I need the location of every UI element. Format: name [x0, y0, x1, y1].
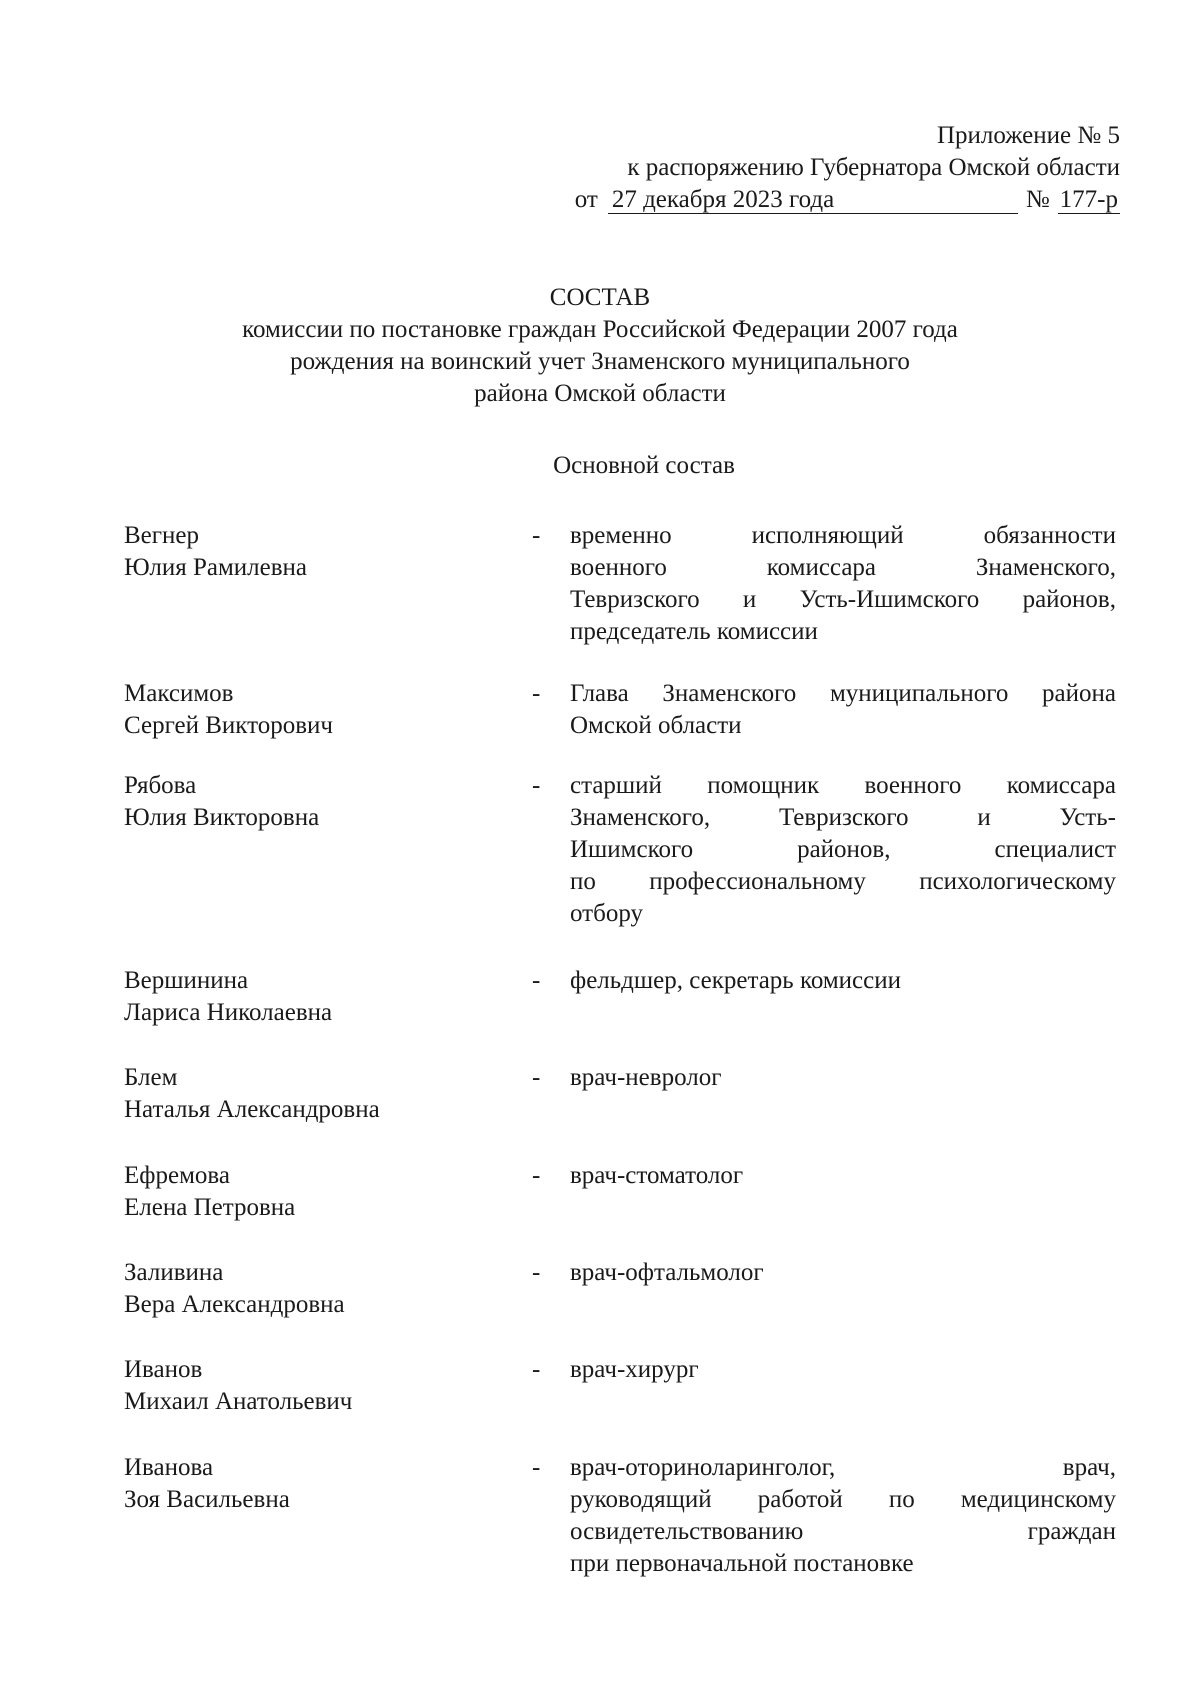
- role-line: [570, 802, 1116, 834]
- role-word: освидетельствованию: [570, 1518, 804, 1545]
- role-word: первоначальной: [615, 1550, 788, 1577]
- role-word: военного: [570, 554, 667, 581]
- role-word: руководящий: [570, 1486, 712, 1513]
- role-word: комиссара: [766, 554, 877, 581]
- member-given-names: Вера Александровна: [124, 1291, 345, 1318]
- member-surname: Вершинина: [124, 967, 249, 994]
- member-dash: -: [532, 680, 541, 707]
- role-line: [570, 520, 1116, 552]
- role-line: [570, 616, 1116, 648]
- role-word: района: [1042, 680, 1116, 707]
- role-line: [570, 1354, 1116, 1386]
- member-role: [570, 770, 1116, 930]
- role-line: [570, 834, 1116, 866]
- member-role: [570, 1452, 1116, 1580]
- role-line: [570, 1484, 1116, 1516]
- role-word: Ишимского: [570, 836, 694, 863]
- role-word: врач-стоматолог: [570, 1162, 744, 1189]
- member-dash: -: [532, 1259, 541, 1286]
- role-line: [570, 552, 1116, 584]
- member-given-names: Юлия Рамилевна: [124, 554, 308, 581]
- role-line: [570, 866, 1116, 898]
- role-word: Знаменского: [662, 680, 797, 707]
- role-word: комиссара: [1006, 772, 1116, 799]
- role-word: Усть-: [1059, 804, 1116, 831]
- date-field: [608, 187, 1018, 214]
- member-surname: Ефремова: [124, 1162, 230, 1189]
- role-word: граждан: [1027, 1518, 1116, 1545]
- role-word: Тевризского: [570, 586, 700, 613]
- role-word: помощник: [707, 772, 820, 799]
- date-prefix: от: [574, 186, 598, 213]
- member-name: [124, 1452, 504, 1516]
- role-word: Знаменского,: [975, 554, 1116, 581]
- role-line: [570, 1062, 1116, 1094]
- member-given-names: Зоя Васильевна: [124, 1486, 290, 1513]
- member-name: [124, 1160, 504, 1224]
- member-name: [124, 520, 504, 584]
- role-word: Усть-Ишимского: [799, 586, 980, 613]
- role-word: врач-хирург: [570, 1356, 699, 1383]
- role-word: по: [570, 868, 596, 895]
- role-word: председатель комиссии: [570, 618, 818, 645]
- appendix-date-line: [575, 184, 1120, 216]
- role-line: [570, 1548, 1116, 1580]
- role-word: военного: [864, 772, 962, 799]
- role-word: психологическому: [919, 868, 1116, 895]
- role-word: врач-офтальмолог: [570, 1259, 764, 1286]
- member-dash: -: [532, 522, 541, 549]
- member-dash: -: [532, 1162, 541, 1189]
- role-word: специалист: [994, 836, 1116, 863]
- member-name: [124, 1062, 504, 1126]
- member-dash: -: [532, 1454, 541, 1481]
- member-role: [570, 965, 1116, 997]
- section-heading: Основной состав: [553, 452, 735, 479]
- title-line-3: района Омской области: [474, 380, 726, 407]
- document-title: [0, 282, 1200, 410]
- role-word: обязанности: [983, 522, 1116, 549]
- member-dash: -: [532, 1356, 541, 1383]
- role-line: [570, 1516, 1116, 1548]
- role-line: [570, 1452, 1116, 1484]
- member-surname: Иванов: [124, 1356, 203, 1383]
- role-word: врач,: [1062, 1454, 1116, 1481]
- member-surname: Рябова: [124, 772, 197, 799]
- member-role: [570, 678, 1116, 742]
- role-line: [570, 898, 1116, 930]
- role-line: [570, 678, 1116, 710]
- title-main: СОСТАВ: [549, 284, 651, 311]
- member-given-names: Лариса Николаевна: [124, 999, 333, 1026]
- member-name: [124, 770, 504, 834]
- role-word: временно: [570, 522, 672, 549]
- member-surname: Максимов: [124, 680, 234, 707]
- title-line-2: рождения на воинский учет Знаменского муниципального: [290, 348, 910, 375]
- role-line: [570, 710, 1116, 742]
- role-word: районов,: [797, 836, 891, 863]
- member-role: [570, 1160, 1116, 1192]
- member-given-names: Михаил Анатольевич: [124, 1388, 353, 1415]
- member-role: [570, 1062, 1116, 1094]
- role-line: [570, 965, 1116, 997]
- member-role: [570, 520, 1116, 648]
- role-word: муниципального: [829, 680, 1009, 707]
- member-name: [124, 678, 504, 742]
- role-line: [570, 770, 1116, 802]
- role-word: по: [888, 1486, 915, 1513]
- role-word: постановке: [793, 1550, 914, 1577]
- role-word: отбору: [570, 900, 643, 927]
- member-name: [124, 965, 504, 1029]
- member-given-names: Наталья Александровна: [124, 1096, 380, 1123]
- member-role: [570, 1257, 1116, 1289]
- role-word: Тевризского: [778, 804, 909, 831]
- member-dash: -: [532, 772, 541, 799]
- member-given-names: Юлия Викторовна: [124, 804, 320, 831]
- member-dash: -: [532, 1064, 541, 1091]
- role-word: Знаменского,: [570, 804, 711, 831]
- member-given-names: Сергей Викторович: [124, 712, 333, 739]
- role-word: и: [742, 586, 757, 613]
- appendix-header: [575, 120, 1120, 216]
- member-surname: Блем: [124, 1064, 178, 1091]
- role-word: медицинскому: [960, 1486, 1116, 1513]
- role-word: фельдшер, секретарь комиссии: [570, 967, 902, 994]
- role-line: [570, 1160, 1116, 1192]
- role-word: при: [570, 1550, 610, 1577]
- role-word: врач-оториноларинголог,: [570, 1454, 836, 1481]
- member-surname: Вегнер: [124, 522, 199, 549]
- role-word: Глава: [570, 680, 629, 707]
- appendix-number: Приложение № 5: [936, 122, 1120, 149]
- role-word: и: [977, 804, 991, 831]
- date-value: 27 декабря 2023 года: [611, 186, 835, 213]
- member-role: [570, 1354, 1116, 1386]
- member-surname: Заливина: [124, 1259, 224, 1286]
- member-name: [124, 1257, 504, 1321]
- member-given-names: Елена Петровна: [124, 1194, 296, 1221]
- appendix-reference: к распоряжению Губернатора Омской области: [627, 154, 1120, 181]
- member-name: [124, 1354, 504, 1418]
- role-line: [570, 584, 1116, 616]
- role-word: работой: [757, 1486, 843, 1513]
- role-line: [570, 1257, 1116, 1289]
- member-dash: -: [532, 967, 541, 994]
- title-line-1: комиссии по постановке граждан Российской Федерации 2007 года: [242, 316, 958, 343]
- order-number: 177-р: [1059, 186, 1118, 213]
- role-word: районов,: [1022, 586, 1116, 613]
- role-word: старший: [570, 772, 662, 799]
- number-label: №: [1025, 186, 1050, 213]
- role-word: врач-невролог: [570, 1064, 722, 1091]
- member-surname: Иванова: [124, 1454, 214, 1481]
- role-word: профессиональному: [649, 868, 866, 895]
- role-word: исполняющий: [751, 522, 904, 549]
- role-word: Омской области: [570, 712, 742, 739]
